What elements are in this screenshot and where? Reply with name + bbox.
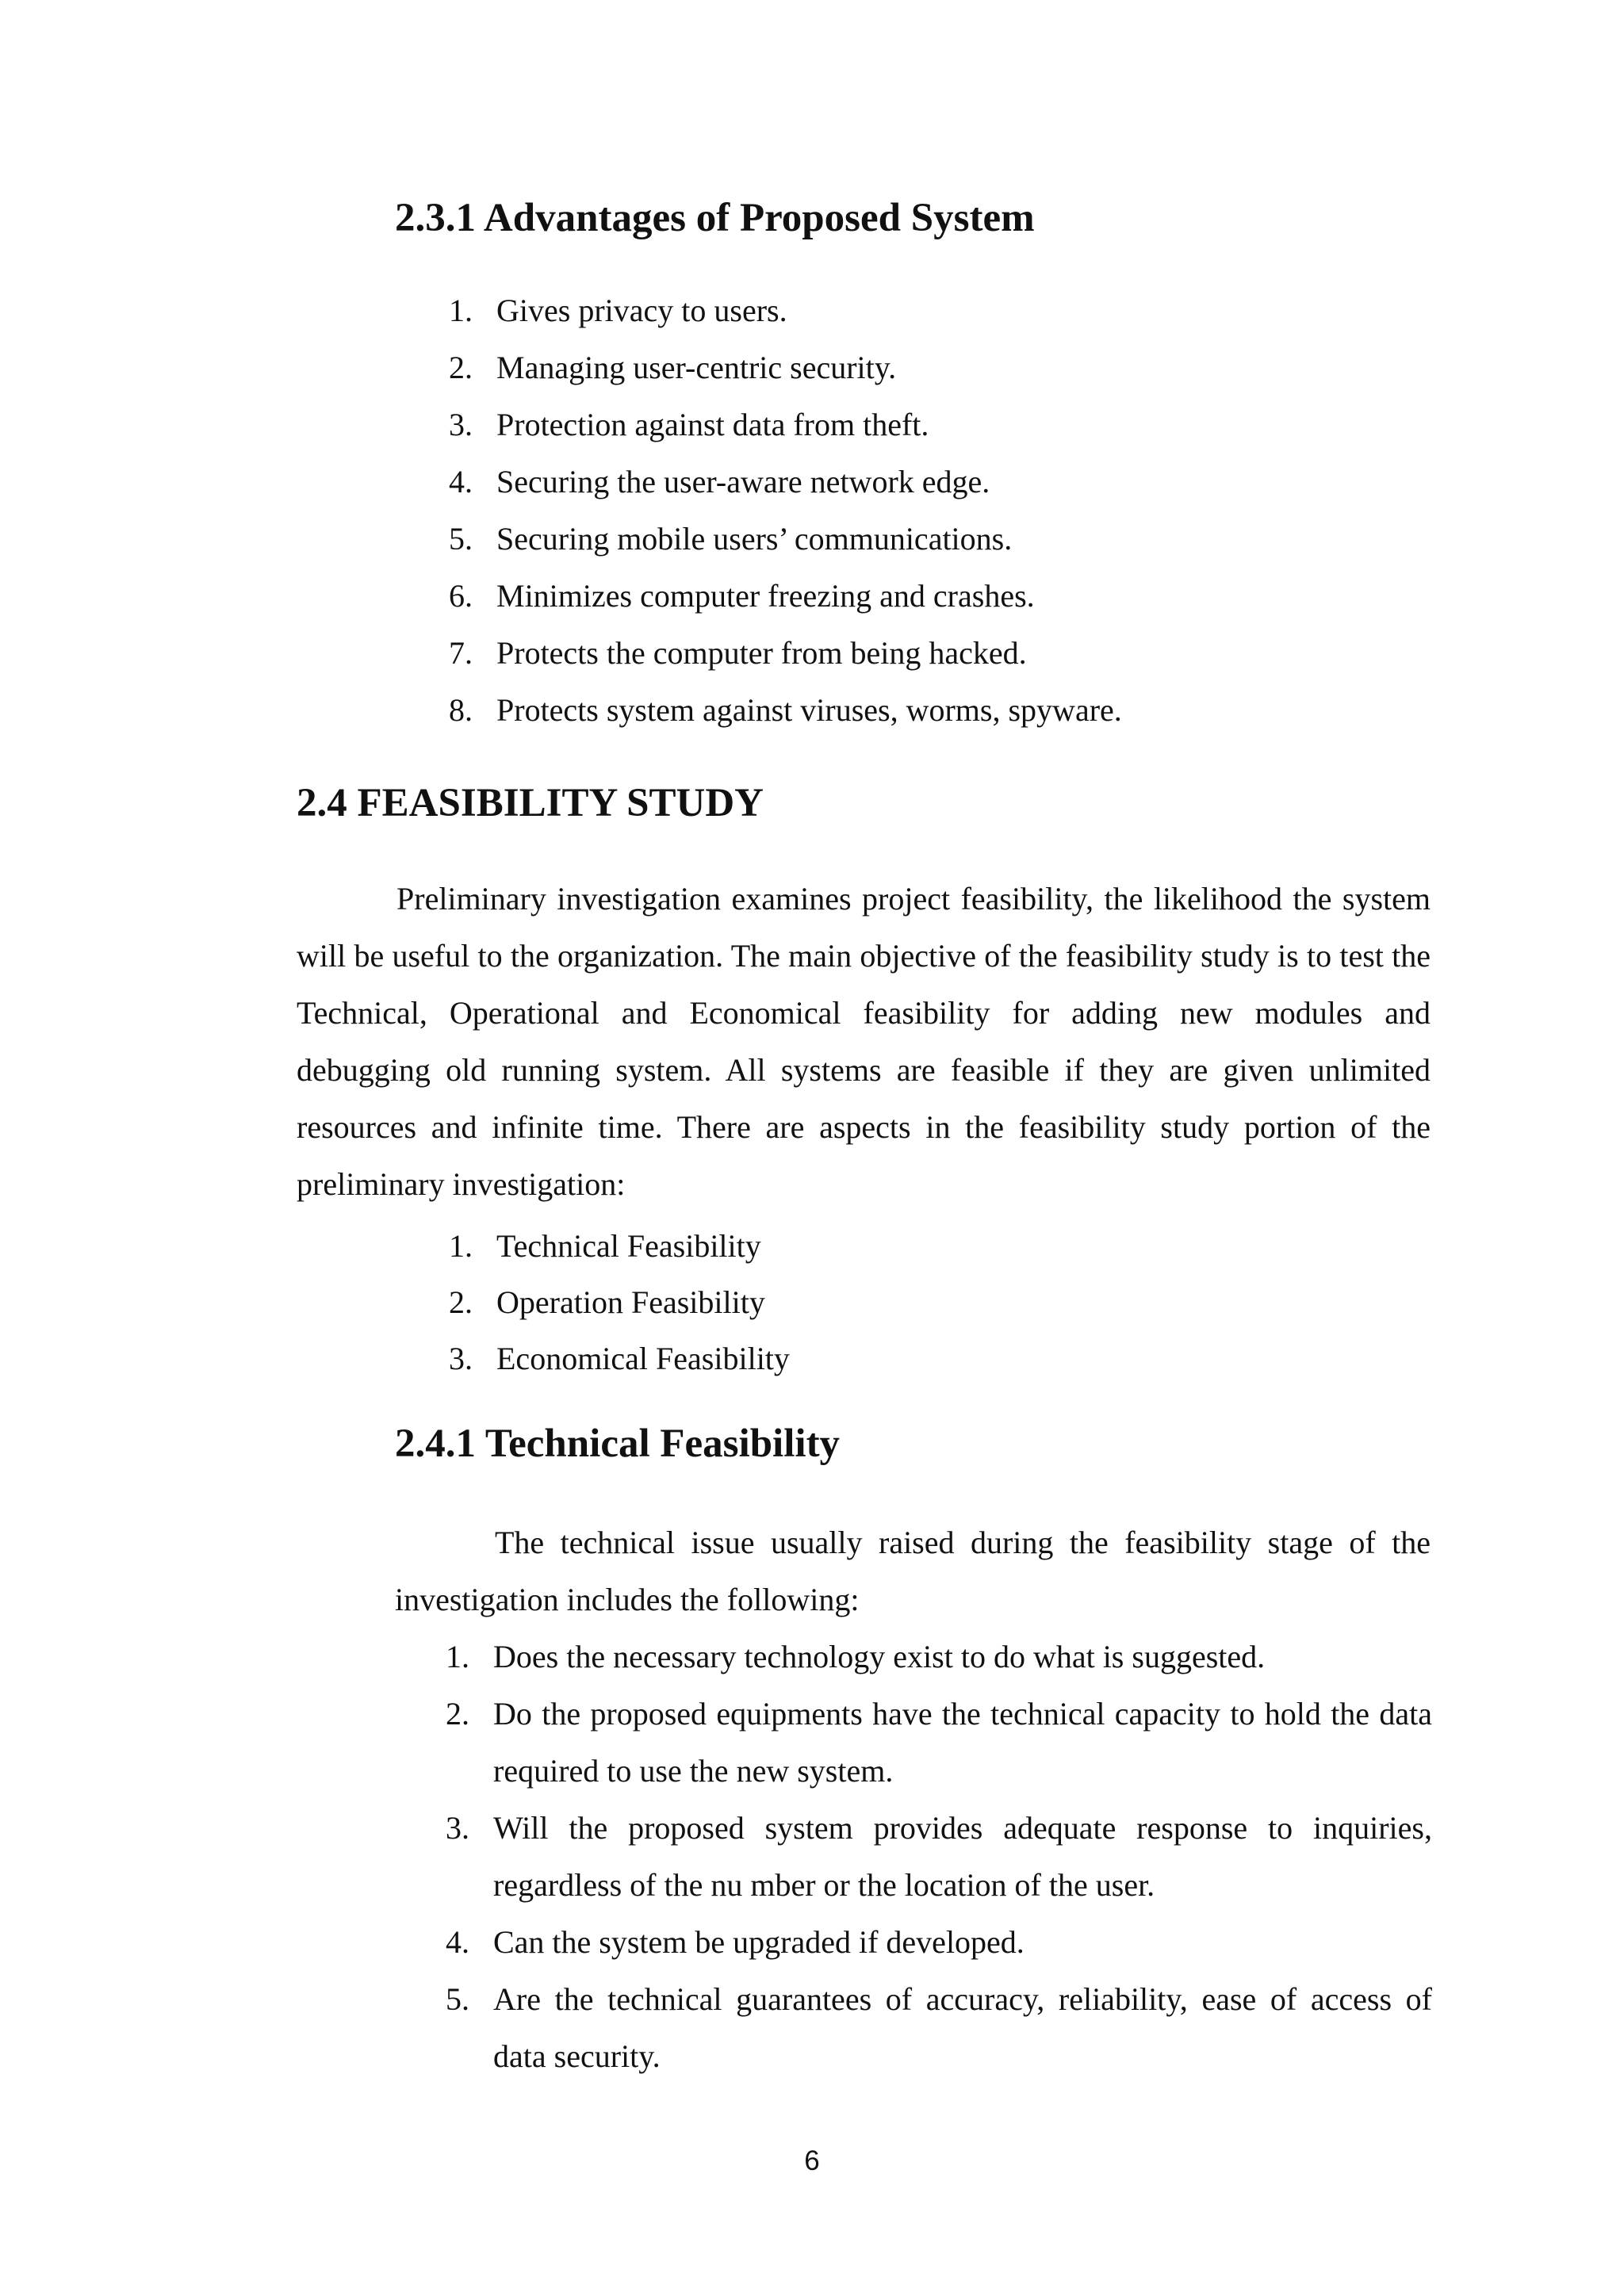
technical-issues-list bbox=[441, 1628, 1432, 2085]
feasibility-paragraph: Preliminary investigation examines project feasibility, the likelihood the system will be useful to the organization. The main objective of the feasibility study is to test the Technical, Operational and Economical feasibility for adding new modules and debugging old running system. All systems are feasible if they are given unlimited resources and infinite time. There are aspects in the feasibility study portion of the preliminary investigation: bbox=[297, 881, 1431, 1202]
list-item: 8. Protects system against viruses, worms, spyware. bbox=[449, 692, 1122, 728]
advantages-list bbox=[444, 292, 1475, 748]
list-item: 1. Technical Feasibility bbox=[449, 1228, 761, 1264]
list-item: 4. Can the system be upgraded if developed. bbox=[446, 1924, 1025, 1960]
list-item: 3. Will the proposed system provides adequate response to inquiries, regardless of the nu mber or the location of the user. bbox=[446, 1810, 1432, 1903]
technical-paragraph: The technical issue usually raised during the feasibility stage of the investigation includes the following: bbox=[395, 1525, 1431, 1617]
page-number: 6 bbox=[804, 2145, 820, 2176]
list-item: 2. Managing user-centric security. bbox=[449, 350, 897, 385]
list-item: 3. Economical Feasibility bbox=[449, 1341, 790, 1376]
list-item: 5. Securing mobile users’ communications. bbox=[449, 521, 1013, 557]
list-item: 5. Are the technical guarantees of accuracy, reliability, ease of access of data security. bbox=[446, 1981, 1432, 2074]
list-item: 6. Minimizes computer freezing and crashes. bbox=[449, 578, 1035, 614]
list-item: 1. Does the necessary technology exist to do what is suggested. bbox=[446, 1639, 1266, 1674]
list-item: 2. Operation Feasibility bbox=[449, 1284, 765, 1320]
list-item: 1. Gives privacy to users. bbox=[449, 293, 787, 328]
list-item: 7. Protects the computer from being hacked. bbox=[449, 635, 1027, 671]
list-item: 4. Securing the user-aware network edge. bbox=[449, 464, 990, 499]
list-item: 3. Protection against data from theft. bbox=[449, 407, 929, 442]
heading-2-4: 2.4 FEASIBILITY STUDY bbox=[297, 781, 764, 825]
heading-2-3-1: 2.3.1 Advantages of Proposed System bbox=[395, 196, 1035, 240]
list-item: 2. Do the proposed equipments have the technical capacity to hold the data required to use the new system. bbox=[446, 1696, 1432, 1789]
feasibility-types-list bbox=[444, 1227, 1475, 1396]
heading-2-4-1: 2.4.1 Technical Feasibility bbox=[395, 1422, 841, 1466]
